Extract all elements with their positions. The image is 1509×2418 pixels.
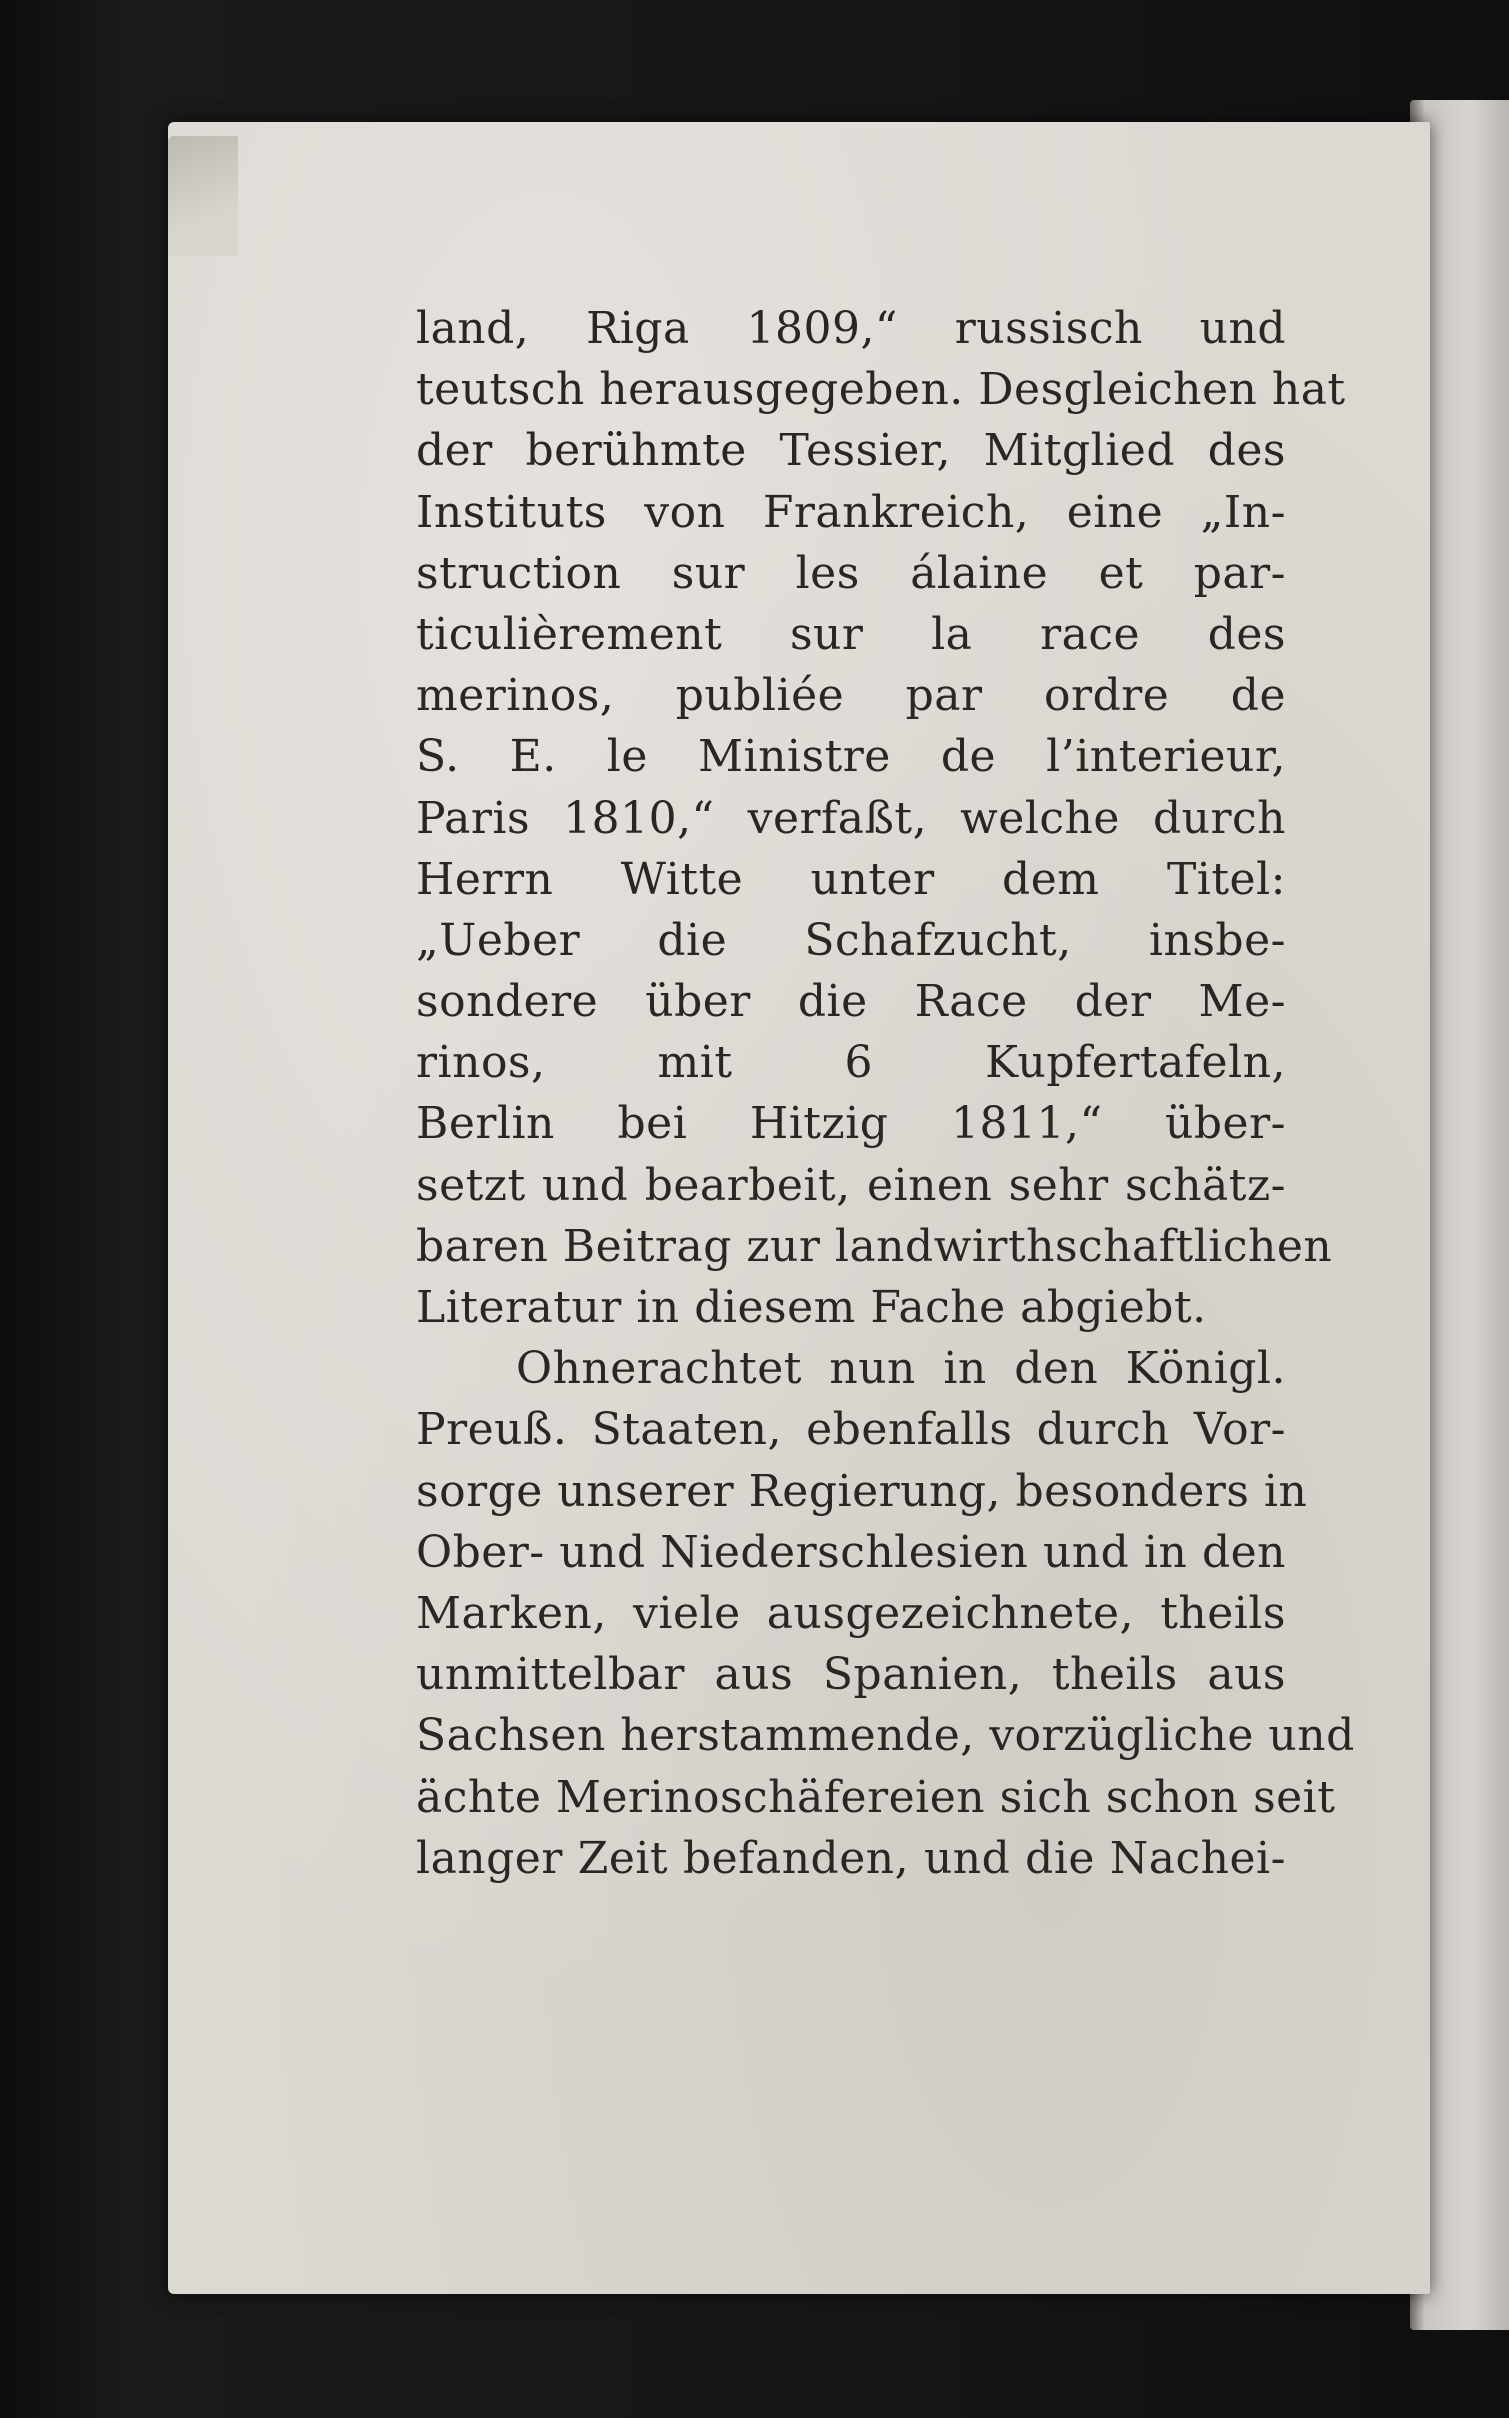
paragraph-first-line: Ohnerachtet nun in den Königl.: [516, 1343, 1286, 1395]
page-text: [416, 298, 1355, 1889]
text-line: langer Zeit befanden, und die Nachei-: [416, 1832, 1286, 1884]
text-line: Paris 1810,“ verfaßt, welche durch: [416, 792, 1286, 844]
text-line: ächte Merinoschäfereien sich schon seit: [416, 1771, 1336, 1823]
text-line: ticulièrement sur la race des: [416, 608, 1286, 660]
text-line: unmittelbar aus Spanien, theils aus: [416, 1649, 1286, 1701]
text-line: Literatur in diesem Fache abgiebt.: [416, 1282, 1207, 1333]
text-line: „Ueber die Schafzucht, insbe-: [416, 914, 1286, 966]
text-line: sondere über die Race der Me-: [416, 976, 1286, 1028]
text-line: Herrn Witte unter dem Titel:: [416, 853, 1286, 905]
text-line: baren Beitrag zur landwirthschaftlichen: [416, 1220, 1333, 1272]
text-line: Instituts von Frankreich, eine „In-: [416, 486, 1286, 538]
text-line: sorge unserer Regierung, besonders in: [416, 1465, 1308, 1517]
page-corner-fold: [168, 136, 238, 256]
text-line: land, Riga 1809,“ russisch und: [416, 303, 1286, 354]
text-line: Ober- und Niederschlesien und in den: [416, 1526, 1286, 1578]
text-line: Preuß. Staaten, ebenfalls durch Vor-: [416, 1404, 1286, 1456]
text-line: rinos, mit 6 Kupfertafeln,: [416, 1037, 1286, 1089]
text-line: S. E. le Ministre de l’interieur,: [416, 731, 1286, 783]
text-line: Sachsen herstammende, vorzügliche und: [416, 1710, 1355, 1762]
text-line: Berlin bei Hitzig 1811,“ über-: [416, 1098, 1286, 1150]
text-line: teutsch herausgegeben. Desgleichen hat: [416, 364, 1346, 416]
text-line: merinos, publiée par ordre de: [416, 670, 1286, 722]
text-line: setzt und bearbeit, einen sehr schätz-: [416, 1159, 1286, 1211]
text-line: struction sur les álaine et par-: [416, 547, 1286, 599]
text-line: Marken, viele ausgezeichnete, theils: [416, 1587, 1286, 1639]
text-line: der berühmte Tessier, Mitglied des: [416, 425, 1286, 477]
